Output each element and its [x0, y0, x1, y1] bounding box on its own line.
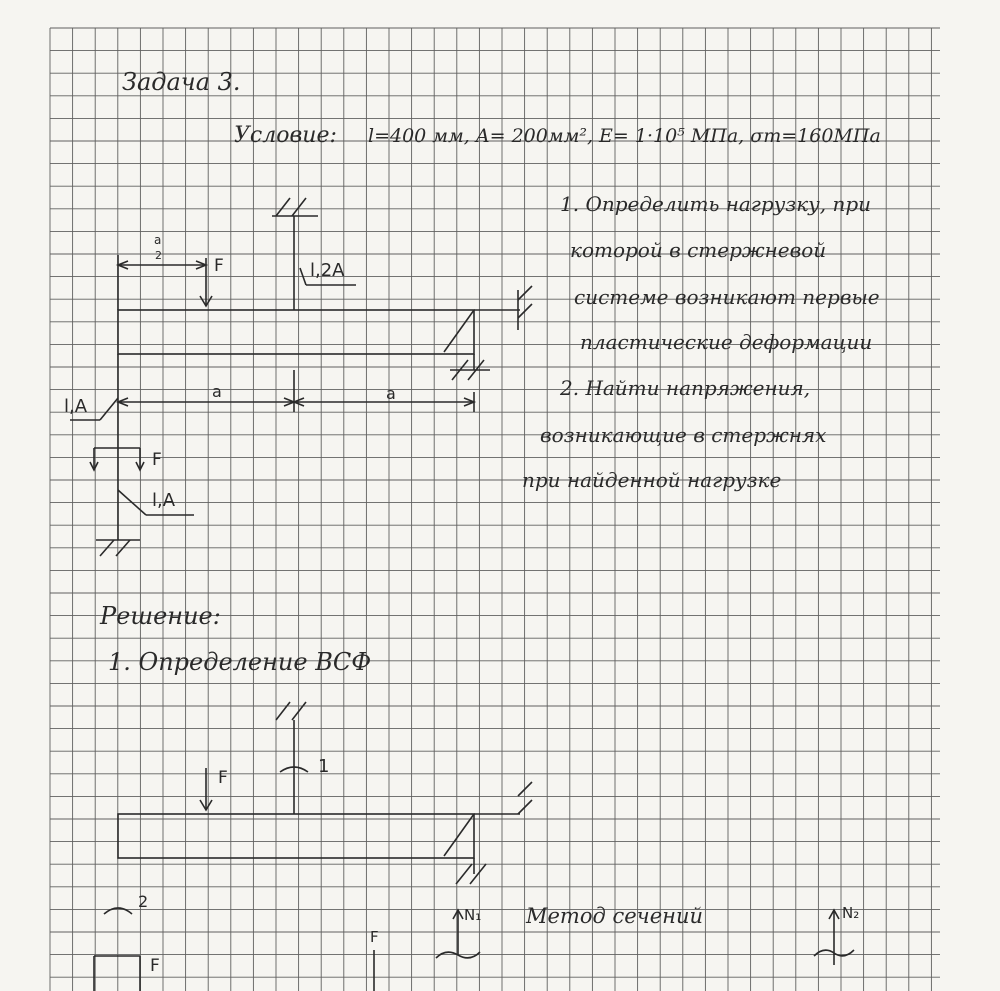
- rod-3-label: l,A: [152, 490, 176, 511]
- solution-force-lower: F: [150, 956, 160, 976]
- question-line-4: пластические деформации: [580, 330, 873, 354]
- rod-2-label: l,A: [64, 396, 88, 417]
- dim-a-left: a: [212, 382, 222, 401]
- solution-force-cut: F: [370, 928, 379, 946]
- question-line-7: при найденной нагрузке: [522, 468, 782, 492]
- task-title: Задача 3.: [122, 68, 241, 96]
- dim-a-right: a: [386, 384, 396, 403]
- dim-half-denominator: 2: [155, 249, 162, 262]
- question-line-1: 1. Определить нагрузку, при: [560, 192, 872, 216]
- condition-params: l=400 мм, A= 200мм², E= 1·10⁵ МПа, σт=160МПа: [368, 125, 881, 147]
- method-label: Метод сечений: [526, 904, 704, 928]
- rigid-beam: [118, 310, 474, 354]
- n1-label: N₁: [464, 906, 482, 924]
- force-label: F: [214, 256, 224, 276]
- question-line-5: 2. Найти напряжения,: [560, 376, 811, 400]
- grid-lines: [50, 28, 940, 991]
- question-line-3: системе возникают первые: [574, 285, 880, 309]
- n2-label: N₂: [842, 904, 860, 922]
- solution-heading: Решение:: [100, 602, 221, 630]
- section-1-label: 1: [318, 756, 330, 777]
- question-line-2: которой в стержневой: [570, 238, 827, 262]
- solution-beam: [118, 814, 474, 858]
- condition-label: Условие:: [234, 123, 337, 148]
- dim-half-numerator: a: [154, 233, 162, 247]
- solution-force-label: F: [218, 768, 228, 788]
- section-2-label: 2: [138, 892, 149, 911]
- force-lower-label: F: [152, 450, 162, 470]
- question-line-6: возникающие в стержнях: [540, 423, 827, 447]
- rod-1-label: l,2A: [310, 260, 345, 281]
- solution-step-1: 1. Определение ВСФ: [108, 648, 372, 676]
